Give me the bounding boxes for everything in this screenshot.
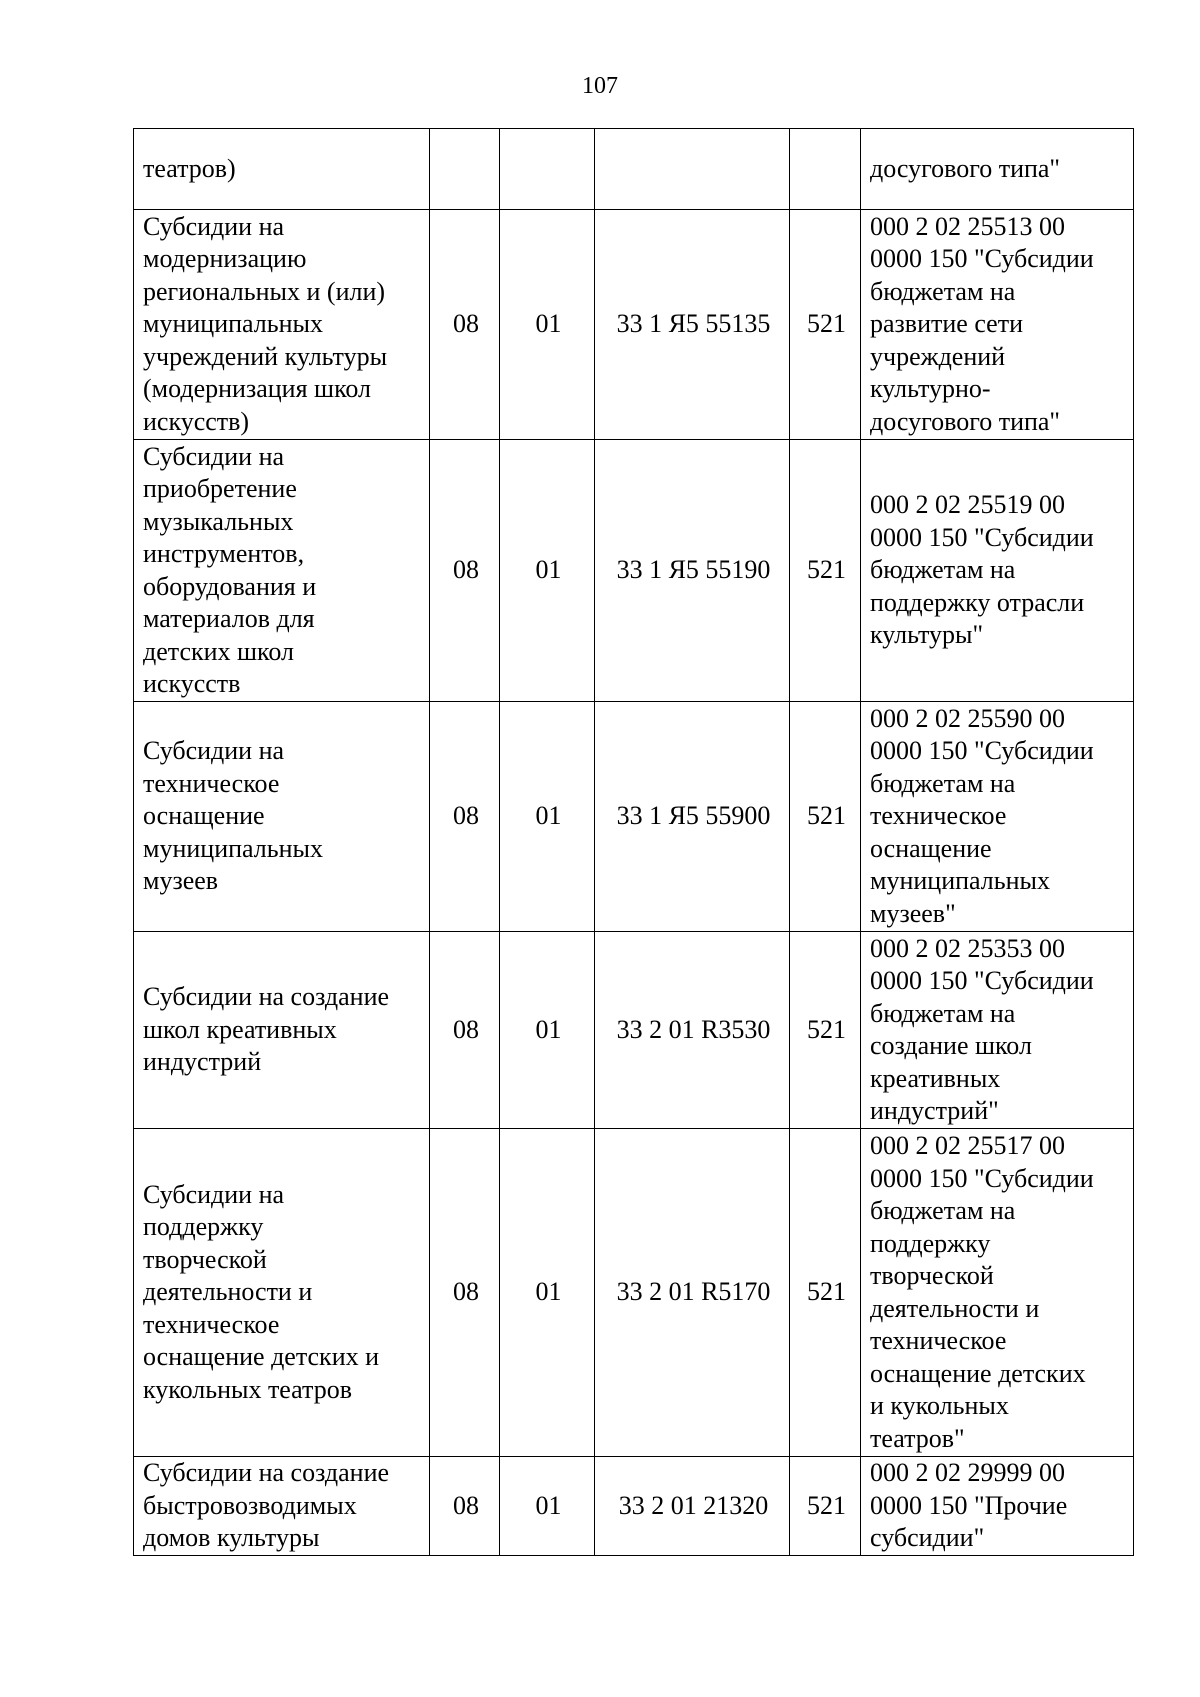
table-row [134,932,1134,1129]
target-code-cell: 33 2 01 R5170 [595,1129,790,1457]
table-row [134,702,1134,932]
target-code-cell: 33 2 01 R3530 [595,932,790,1129]
section-cell: 08 [430,932,500,1129]
target-code-cell: 33 1 Я5 55135 [595,210,790,440]
name-cell: Субсидии на техническое оснащение муниципальных музеев [134,702,430,932]
subsection-cell: 01 [500,440,595,702]
subsection-cell: 01 [500,932,595,1129]
expense-type-cell: 521 [790,1129,861,1457]
section-cell [430,129,500,210]
table-row [134,1129,1134,1457]
revenue-code-cell: 000 2 02 25353 00 0000 150 "Субсидии бюджетам на создание школ креативных индустрий" [861,932,1134,1129]
expense-type-cell: 521 [790,702,861,932]
revenue-code-cell: 000 2 02 25590 00 0000 150 "Субсидии бюджетам на техническое оснащение муниципальных музеев" [861,702,1134,932]
expense-type-cell [790,129,861,210]
subsection-cell [500,129,595,210]
subsection-cell: 01 [500,1457,595,1556]
name-cell: театров) [134,129,430,210]
revenue-code-cell: досугового типа" [861,129,1134,210]
name-cell: Субсидии на поддержку творческой деятельности и техническое оснащение детских и кукольных театров [134,1129,430,1457]
name-cell: Субсидии на создание быстровозводимых домов культуры [134,1457,430,1556]
subsection-cell: 01 [500,1129,595,1457]
section-cell: 08 [430,210,500,440]
section-cell: 08 [430,702,500,932]
name-cell: Субсидии на модернизацию региональных и (или) муниципальных учреждений культуры (модернизация школ искусств) [134,210,430,440]
table-row [134,129,1134,210]
revenue-code-cell: 000 2 02 25519 00 0000 150 "Субсидии бюджетам на поддержку отрасли культуры" [861,440,1134,702]
name-cell: Субсидии на создание школ креативных индустрий [134,932,430,1129]
table-row [134,1457,1134,1556]
section-cell: 08 [430,440,500,702]
target-code-cell: 33 1 Я5 55900 [595,702,790,932]
revenue-code-cell: 000 2 02 25517 00 0000 150 "Субсидии бюджетам на поддержку творческой деятельности и техническое оснащение детских и кукольных театров" [861,1129,1134,1457]
expense-type-cell: 521 [790,440,861,702]
budget-table [133,128,1134,1556]
subsection-cell: 01 [500,702,595,932]
section-cell: 08 [430,1129,500,1457]
page-number: 107 [582,73,618,99]
expense-type-cell: 521 [790,210,861,440]
target-code-cell [595,129,790,210]
target-code-cell: 33 1 Я5 55190 [595,440,790,702]
revenue-code-cell: 000 2 02 29999 00 0000 150 "Прочие субсидии" [861,1457,1134,1556]
expense-type-cell: 521 [790,1457,861,1556]
section-cell: 08 [430,1457,500,1556]
revenue-code-cell: 000 2 02 25513 00 0000 150 "Субсидии бюджетам на развитие сети учреждений культурно- досугового типа" [861,210,1134,440]
target-code-cell: 33 2 01 21320 [595,1457,790,1556]
expense-type-cell: 521 [790,932,861,1129]
table-row [134,440,1134,702]
table-row [134,210,1134,440]
subsection-cell: 01 [500,210,595,440]
name-cell: Субсидии на приобретение музыкальных инструментов, оборудования и материалов для детских школ искусств [134,440,430,702]
